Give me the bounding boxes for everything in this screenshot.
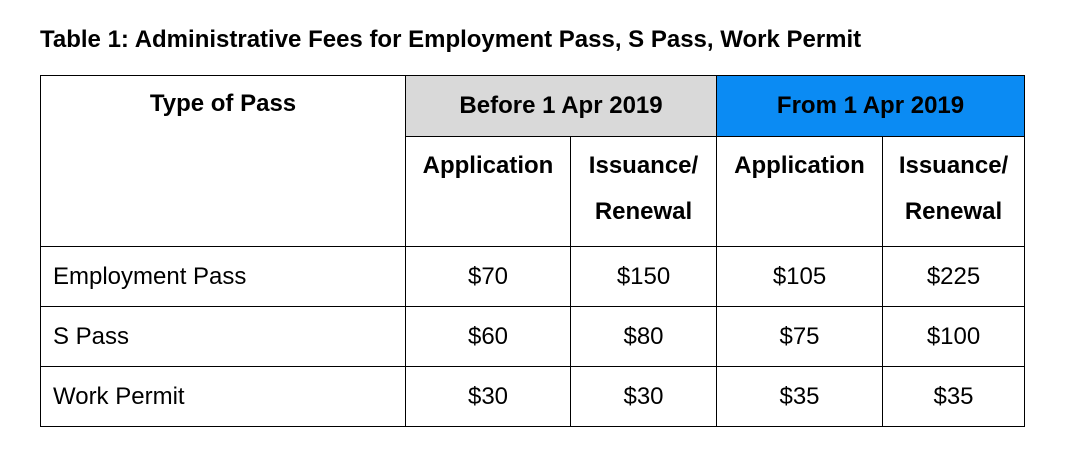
from-application-header <box>717 137 883 247</box>
application-label: Application <box>734 152 865 179</box>
from-application-fee: $35 <box>717 367 883 427</box>
before-issuance-fee: $150 <box>571 247 717 307</box>
table-row-s-pass <box>41 307 1025 367</box>
from-issuance-fee: $225 <box>883 247 1025 307</box>
from-application-fee: $75 <box>717 307 883 367</box>
before-issuance-fee: $80 <box>571 307 717 367</box>
fees-table <box>40 75 1025 427</box>
from-group-header: From 1 Apr 2019 <box>717 76 1025 137</box>
from-application-fee: $105 <box>717 247 883 307</box>
before-application-header <box>406 137 571 247</box>
application-label: Application <box>422 152 554 179</box>
issuance-label: Issuance/ <box>898 152 1009 179</box>
before-application-fee: $60 <box>406 307 571 367</box>
before-application-fee: $30 <box>406 367 571 427</box>
table-row-work-permit <box>41 367 1025 427</box>
issuance-label: Issuance/ <box>588 152 699 179</box>
before-issuance-header <box>571 137 717 247</box>
table-title: Table 1: Administrative Fees for Employment Pass, S Pass, Work Permit <box>40 26 862 53</box>
table-row-employment-pass <box>41 247 1025 307</box>
pass-name: Employment Pass <box>41 247 406 307</box>
before-application-fee: $70 <box>406 247 571 307</box>
from-issuance-fee: $35 <box>883 367 1025 427</box>
from-issuance-fee: $100 <box>883 307 1025 367</box>
renewal-label: Renewal <box>904 198 1003 225</box>
before-issuance-fee: $30 <box>571 367 717 427</box>
from-issuance-header <box>883 137 1025 247</box>
renewal-label: Renewal <box>594 198 693 225</box>
pass-name: S Pass <box>41 307 406 367</box>
pass-name: Work Permit <box>41 367 406 427</box>
type-of-pass-header: Type of Pass <box>41 76 406 247</box>
before-group-header: Before 1 Apr 2019 <box>406 76 717 137</box>
